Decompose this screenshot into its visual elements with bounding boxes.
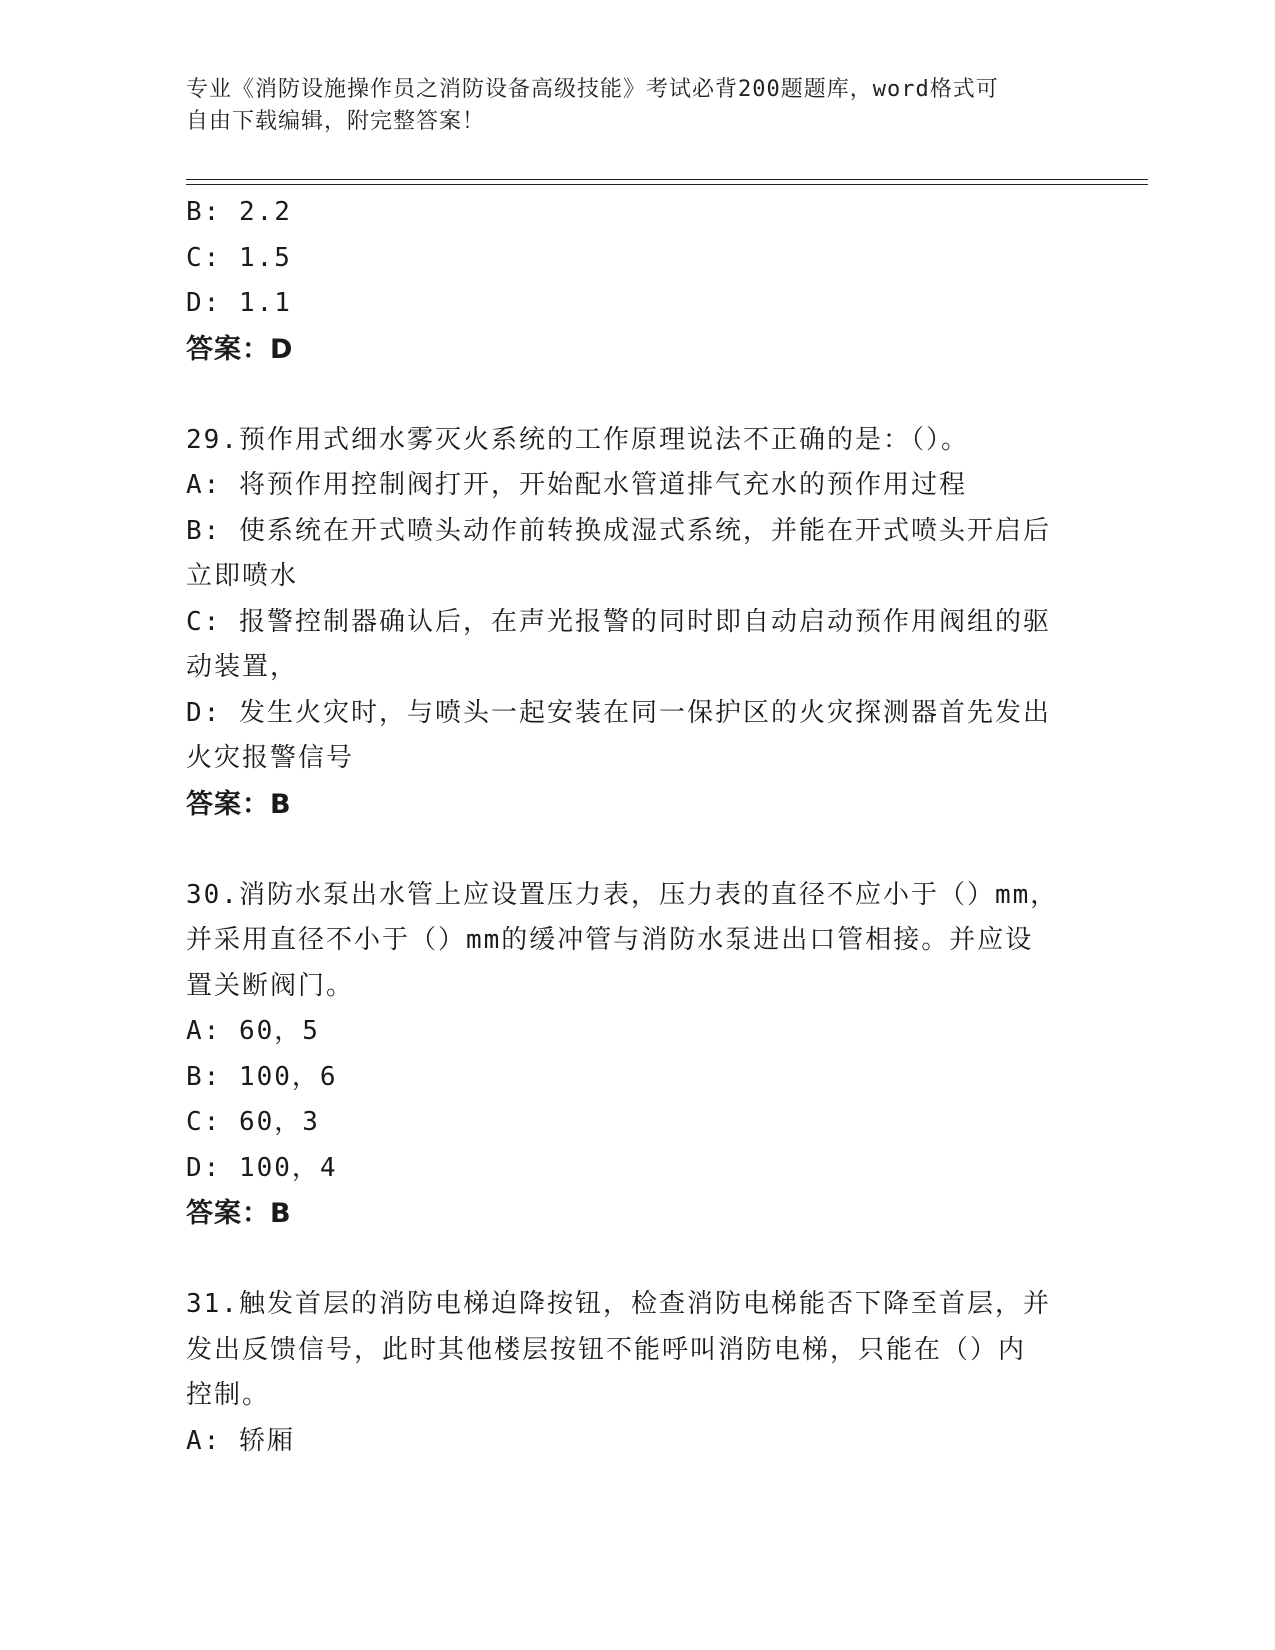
header-title-line-1: 专业《消防设施操作员之消防设备高级技能》考试必背200题题库，word格式可 [186,77,999,102]
q29-option-b-line-1: B: 使系统在开式喷头动作前转换成湿式系统，并能在开式喷头开启后 [186,515,1051,546]
q29-question: 29.预作用式细水雾灭火系统的工作原理说法不正确的是：（）。 [186,424,969,455]
q29-option-c-line-1: C: 报警控制器确认后，在声光报警的同时即自动启动预作用阀组的驱 [186,606,1051,637]
q30-option-d: D: 100，4 [186,1152,338,1183]
q29-option-a: A: 将预作用控制阀打开，开始配水管道排气充水的预作用过程 [186,470,967,500]
question-spacer [186,827,1086,873]
question-list [186,190,1086,1464]
q29-option-d-line-2: 火灾报警信号 [186,743,355,773]
q31-question-line-1: 31.触发首层的消防电梯迫降按钮，检查消防电梯能否下降至首层，并 [186,1289,1051,1319]
q28-option-b: B: 2.2 [186,197,292,227]
q28-answer: 答案：D [186,333,294,365]
q31-question-line-2: 发出反馈信号，此时其他楼层按钮不能呼叫消防电梯，只能在（）内 [186,1334,1027,1365]
header-divider-bottom [186,184,1148,185]
q31-question-line-3: 控制。 [186,1380,271,1410]
header-title-line-2: 自由下载编辑，附完整答案！ [186,109,486,134]
q31-option-a: A: 轿厢 [186,1425,295,1456]
q29-option-b-line-2: 立即喷水 [186,561,299,591]
q30-question-line-3: 置关断阀门。 [186,970,355,1001]
page-header [186,74,1086,138]
q29-option-d-line-1: D: 发生火灾时，与喷头一起安装在同一保护区的火灾探测器首先发出 [186,697,1051,728]
question-30 [186,873,1086,1237]
question-spacer [186,1237,1086,1283]
q29-answer: 答案：B [186,788,292,820]
q30-option-a: A: 60，5 [186,1016,320,1046]
question-29 [186,418,1086,828]
q30-answer: 答案：B [186,1198,292,1229]
question-31 [186,1282,1086,1464]
q30-question-line-1: 30.消防水泵出水管上应设置压力表，压力表的直径不应小于（）mm， [186,879,1059,910]
q30-option-c: C: 60，3 [186,1107,320,1137]
q28-option-d: D: 1.1 [186,288,292,318]
question-28-tail [186,190,1086,372]
q29-option-c-line-2: 动装置， [186,652,299,682]
q30-question-line-2: 并采用直径不小于（）mm的缓冲管与消防水泵进出口管相接。并应设 [186,925,1034,955]
header-divider-top [186,179,1148,180]
question-spacer [186,372,1086,418]
q30-option-b: B: 100，6 [186,1061,338,1092]
q28-option-c: C: 1.5 [186,242,292,273]
